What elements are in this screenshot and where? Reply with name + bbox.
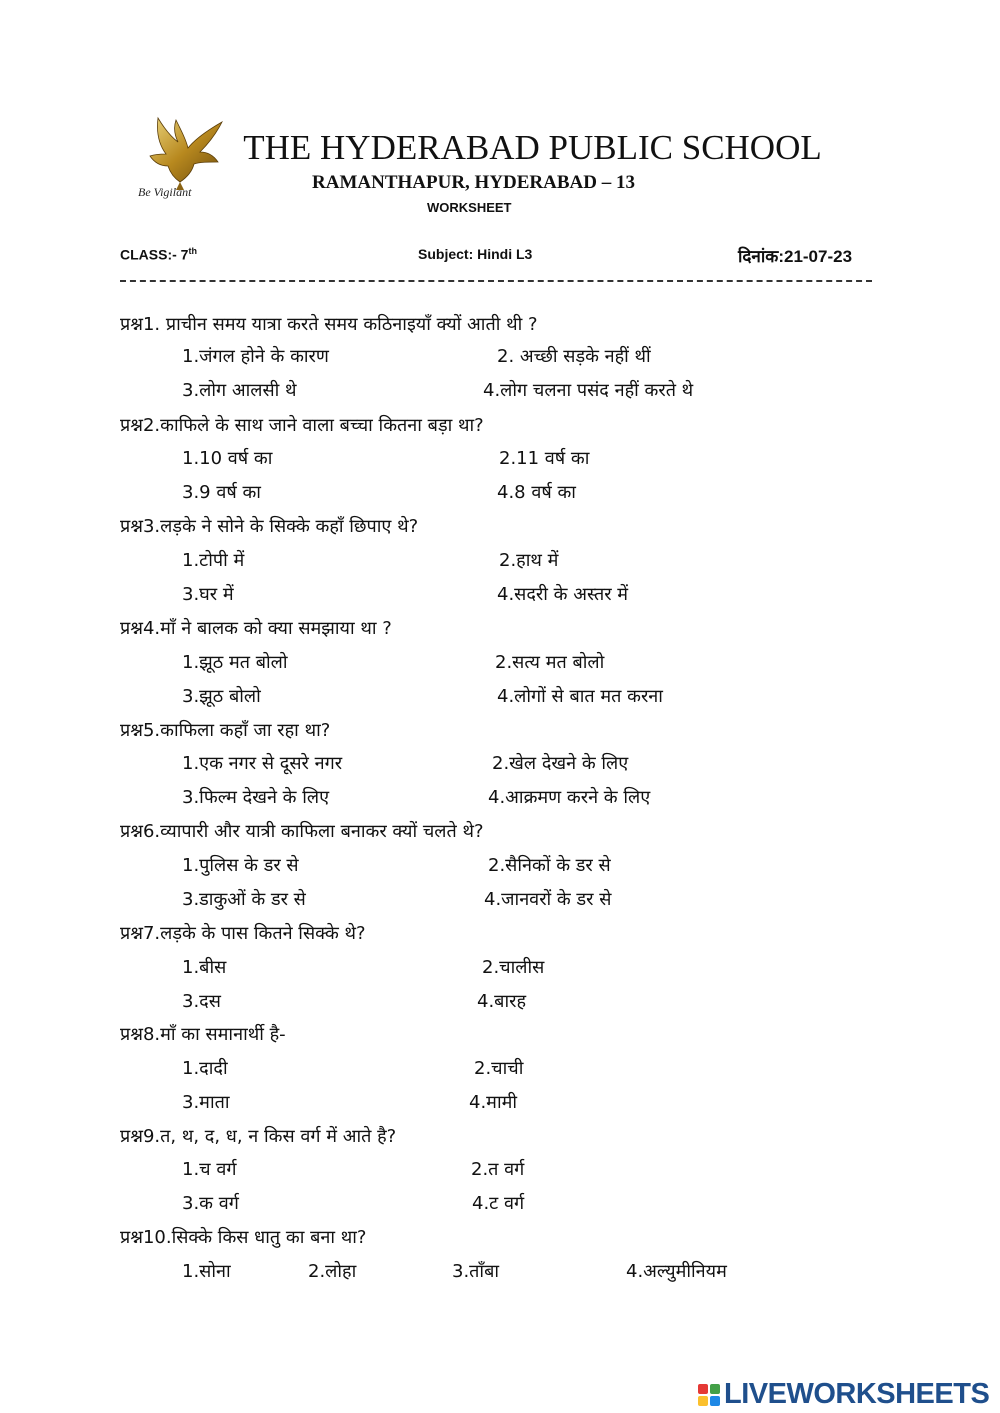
class-label: CLASS:- 7 [120, 246, 189, 263]
class-suffix: th [188, 246, 197, 256]
question-1: प्रश्न1. प्राचीन समय यात्रा करते समय कठिनाइयाँ क्यों आती थी ? [120, 314, 538, 335]
q8-option-2: 2.चाची [474, 1058, 524, 1079]
question-4: प्रश्न4.माँ ने बालक को क्या समझाया था ? [120, 618, 392, 639]
q4-option-4: 4.लोगों से बात मत करना [497, 686, 663, 707]
question-2: प्रश्न2.काफिले के साथ जाने वाला बच्चा कितना बड़ा था? [120, 415, 484, 436]
q8-option-1: 1.दादी [182, 1058, 228, 1079]
q2-option-4: 4.8 वर्ष का [497, 482, 576, 503]
question-5: प्रश्न5.काफिला कहाँ जा रहा था? [120, 720, 331, 741]
q7-option-1: 1.बीस [182, 957, 227, 978]
q2-option-1: 1.10 वर्ष का [182, 448, 273, 469]
q1-option-1: 1.जंगल होने के कारण [182, 346, 329, 367]
q10-option-1: 1.सोना [182, 1261, 231, 1282]
liveworksheets-logo-icon [698, 1384, 720, 1406]
logo-motto: Be Vigilant [138, 185, 192, 199]
question-9: प्रश्न9.त, थ, द, ध, न किस वर्ग में आते है? [120, 1126, 397, 1147]
separator-line [120, 280, 872, 282]
school-name: THE HYDERABAD PUBLIC SCHOOL [243, 128, 822, 167]
q1-option-4: 4.लोग चलना पसंद नहीं करते थे [483, 380, 694, 401]
q8-option-4: 4.मामी [469, 1092, 518, 1113]
q7-option-3: 3.दस [182, 991, 221, 1012]
q8-option-3: 3.माता [182, 1092, 230, 1113]
brand-text: LIVEWORKSHEETS [724, 1378, 990, 1410]
q2-option-2: 2.11 वर्ष का [499, 448, 590, 469]
q3-option-1: 1.टोपी में [182, 550, 245, 571]
q6-option-2: 2.सैनिकों के डर से [488, 855, 611, 876]
question-6: प्रश्न6.व्यापारी और यात्री काफिला बनाकर क्यों चलते थे? [120, 821, 484, 842]
q5-option-2: 2.खेल देखने के लिए [492, 753, 629, 774]
school-address: RAMANTHAPUR, HYDERABAD – 13 [312, 172, 635, 193]
q1-option-3: 3.लोग आलसी थे [182, 380, 297, 401]
question-10: प्रश्न10.सिक्के किस धातु का बना था? [120, 1227, 367, 1248]
q5-option-4: 4.आक्रमण करने के लिए [488, 787, 651, 808]
q4-option-3: 3.झूठ बोलो [182, 686, 261, 707]
q6-option-1: 1.पुलिस के डर से [182, 855, 299, 876]
q6-option-3: 3.डाकुओं के डर से [182, 889, 306, 910]
q6-option-4: 4.जानवरों के डर से [484, 889, 612, 910]
q3-option-3: 3.घर में [182, 584, 234, 605]
q9-option-3: 3.क वर्ग [182, 1193, 239, 1214]
liveworksheets-brand[interactable] [698, 1378, 989, 1411]
q10-option-3: 3.ताँबा [452, 1261, 500, 1282]
question-3: प्रश्न3.लड़के ने सोने के सिक्के कहाँ छिपाए थे? [120, 516, 419, 537]
q1-option-2: 2. अच्छी सड़के नहीं थीं [497, 346, 651, 367]
q10-option-2: 2.लोहा [308, 1261, 357, 1282]
worksheet-label: WORKSHEET [427, 200, 512, 215]
question-7: प्रश्न7.लड़के के पास कितने सिक्के थे? [120, 923, 366, 944]
class-info [120, 246, 197, 263]
q4-option-2: 2.सत्य मत बोलो [495, 652, 605, 673]
q9-option-1: 1.च वर्ग [182, 1159, 237, 1180]
q7-option-4: 4.बारह [477, 991, 527, 1012]
q7-option-2: 2.चालीस [482, 957, 545, 978]
subject-info: Subject: Hindi L3 [418, 246, 533, 262]
q4-option-1: 1.झूठ मत बोलो [182, 652, 288, 673]
q9-option-4: 4.ट वर्ग [472, 1193, 525, 1214]
date-info: दिनांक:21-07-23 [738, 247, 853, 266]
q3-option-4: 4.सदरी के अस्तर में [497, 584, 629, 605]
q2-option-3: 3.9 वर्ष का [182, 482, 261, 503]
question-8: प्रश्न8.माँ का समानार्थी है- [120, 1024, 286, 1045]
q5-option-1: 1.एक नगर से दूसरे नगर [182, 753, 343, 774]
q5-option-3: 3.फिल्म देखने के लिए [182, 787, 330, 808]
q9-option-2: 2.त वर्ग [471, 1159, 525, 1180]
q3-option-2: 2.हाथ में [499, 550, 559, 571]
q10-option-4: 4.अल्युमीनियम [626, 1261, 727, 1282]
